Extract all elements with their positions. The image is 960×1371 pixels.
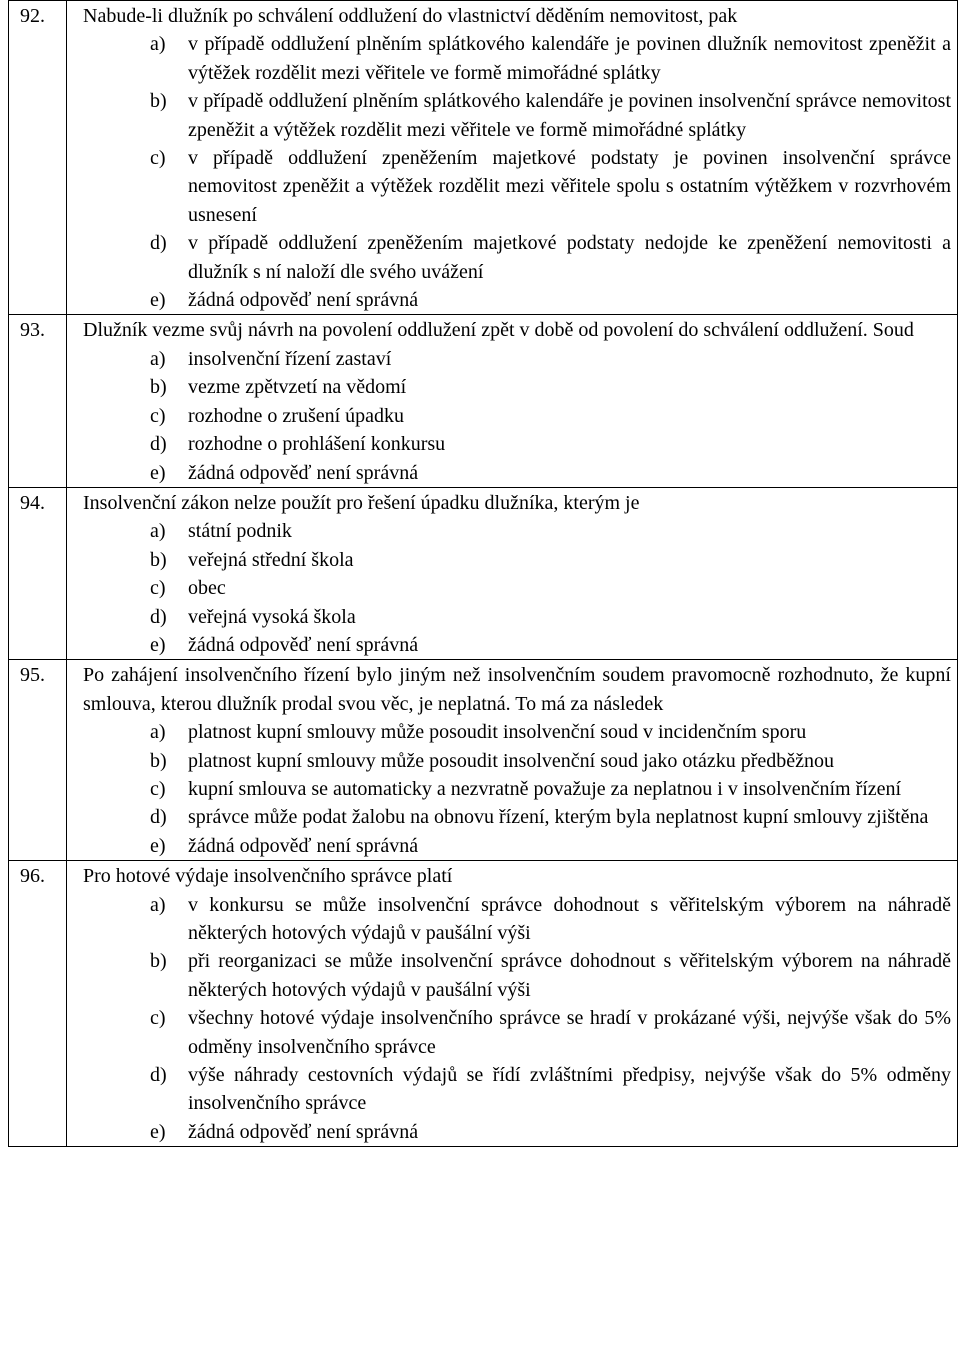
answer-option: [83, 30, 951, 87]
option-text: žádná odpověď není správná: [188, 289, 419, 312]
answer-option: [83, 87, 951, 144]
answer-option: [83, 747, 951, 775]
answer-option: [83, 775, 951, 803]
answer-option: [83, 832, 951, 860]
option-letter: d): [150, 1064, 167, 1087]
answer-option: [83, 459, 951, 487]
question-row: [9, 861, 958, 1147]
answer-option: [83, 803, 951, 831]
option-text: veřejná střední škola: [188, 548, 354, 571]
option-letter: a): [150, 721, 166, 744]
option-letter: c): [150, 147, 166, 170]
answer-option: [83, 1118, 951, 1146]
option-text: platnost kupní smlouvy může posoudit insolvenční soud jako otázku předběžnou: [188, 749, 835, 772]
option-letter: c): [150, 1007, 166, 1030]
option-letter: a): [150, 33, 166, 56]
answer-option: [83, 517, 951, 545]
document-page: [8, 0, 958, 1371]
option-letter: a): [150, 520, 166, 543]
answer-option: [83, 1061, 951, 1118]
option-text: žádná odpověď není správná: [188, 461, 419, 484]
option-text: insolvenční řízení zastaví: [188, 347, 392, 370]
question-number: 94.: [9, 487, 67, 659]
option-text: správce může podat žalobu na obnovu řízení, kterým byla neplatnost kupní smlouvy zjištěna: [188, 806, 929, 829]
option-text: v případě oddlužení zpeněžením majetkové podstaty nedojde ke zpeněžení nemovitosti a dlužník s ní naloží dle svého uvážení: [188, 232, 951, 283]
option-text: vezme zpětvzetí na vědomí: [188, 376, 407, 399]
answer-option: [83, 603, 951, 631]
question-body: [67, 861, 958, 1147]
question-number: 95.: [9, 660, 67, 861]
option-letter: b): [150, 950, 167, 973]
question-row: [9, 1, 958, 315]
option-text: žádná odpověď není správná: [188, 633, 419, 656]
question-number: 92.: [9, 1, 67, 315]
option-letter: e): [150, 1120, 166, 1143]
option-letter: c): [150, 577, 166, 600]
answer-option: [83, 891, 951, 948]
option-letter: e): [150, 289, 166, 312]
option-text: v případě oddlužení zpeněžením majetkové podstaty je povinen insolvenční správce nemovitost zpeněžit a výtěžek rozdělit mezi věřitele spolu s ostatním výtěžkem v rozvrhovém usnesení: [188, 147, 951, 226]
option-text: při reorganizaci se může insolvenční správce dohodnout s věřitelským výborem na náhradě některých hotových výdajů v paušální výši: [188, 950, 951, 1001]
option-text: v případě oddlužení plněním splátkového kalendáře je povinen dlužník nemovitost zpeněžit a výtěžek rozdělit mezi věřitele ve formě mimořádné splátky: [188, 33, 951, 84]
option-letter: b): [150, 90, 167, 113]
option-letter: d): [150, 806, 167, 829]
option-text: v konkursu se může insolvenční správce dohodnout s věřitelským výborem na náhradě některých hotových výdajů v paušální výši: [188, 893, 951, 944]
question-stem: Nabude-li dlužník po schválení oddlužení do vlastnictví děděním nemovitost, pak: [83, 5, 738, 27]
option-text: výše náhrady cestovních výdajů se řídí zvláštními předpisy, nejvýše však do 5% odměny insolvenčního správce: [188, 1064, 951, 1115]
answer-option: [83, 229, 951, 286]
answer-option: [83, 144, 951, 229]
option-text: platnost kupní smlouvy může posoudit insolvenční soud v incidenčním sporu: [188, 721, 807, 744]
question-body: [67, 315, 958, 487]
option-letter: c): [150, 404, 166, 427]
option-letter: d): [150, 232, 167, 255]
question-row: [9, 660, 958, 861]
option-letter: c): [150, 777, 166, 800]
question-body: [67, 1, 958, 315]
option-text: žádná odpověď není správná: [188, 1120, 419, 1143]
option-text: veřejná vysoká škola: [188, 605, 356, 628]
option-text: státní podnik: [188, 520, 292, 543]
question-stem: Insolvenční zákon nelze použít pro řešení úpadku dlužníka, kterým je: [83, 491, 640, 514]
answer-option: [83, 286, 951, 314]
option-text: všechny hotové výdaje insolvenčního správce se hradí v prokázané výši, nejvýše však do 5% odměny insolvenčního správce: [188, 1007, 951, 1058]
option-text: žádná odpověď není správná: [188, 834, 419, 857]
option-letter: e): [150, 461, 166, 484]
question-number: 93.: [9, 315, 67, 487]
option-letter: b): [150, 548, 167, 571]
answer-option: [83, 402, 951, 430]
answer-option: [83, 1004, 951, 1061]
answer-option: [83, 574, 951, 602]
answer-option: [83, 546, 951, 574]
option-text: rozhodne o prohlášení konkursu: [188, 433, 446, 456]
option-letter: d): [150, 605, 167, 628]
answer-option: [83, 345, 951, 373]
question-body: [67, 487, 958, 659]
answer-option: [83, 718, 951, 746]
question-number: 96.: [9, 861, 67, 1147]
answer-option: [83, 430, 951, 458]
option-text: obec: [188, 577, 226, 600]
option-letter: a): [150, 347, 166, 370]
option-letter: d): [150, 433, 167, 456]
option-letter: a): [150, 893, 166, 916]
question-table: [8, 0, 958, 1147]
option-letter: b): [150, 749, 167, 772]
answer-option: [83, 631, 951, 659]
answer-option: [83, 947, 951, 1004]
question-body: [67, 660, 958, 861]
option-text: kupní smlouva se automaticky a nezvratně považuje za neplatnou i v insolvenčním řízení: [188, 777, 902, 800]
question-stem: Dlužník vezme svůj návrh na povolení oddlužení zpět v době od povolení do schválení oddlužení. Soud: [83, 319, 914, 342]
question-row: [9, 315, 958, 487]
question-row: [9, 487, 958, 659]
option-text: rozhodne o zrušení úpadku: [188, 404, 405, 427]
question-stem: Po zahájení insolvenčního řízení bylo jiným než insolvenčním soudem pravomocně rozhodnuto, že kupní smlouva, kterou dlužník prodal svou věc, je neplatná. To má za následek: [83, 664, 951, 715]
answer-option: [83, 373, 951, 401]
option-text: v případě oddlužení plněním splátkového kalendáře je povinen insolvenční správce nemovitost zpeněžit a výtěžek rozdělit mezi věřitele ve formě mimořádné splátky: [188, 90, 951, 141]
option-letter: e): [150, 834, 166, 857]
question-stem: Pro hotové výdaje insolvenčního správce platí: [83, 865, 453, 888]
option-letter: e): [150, 633, 166, 656]
option-letter: b): [150, 376, 167, 399]
question-table-body: [9, 1, 958, 1147]
